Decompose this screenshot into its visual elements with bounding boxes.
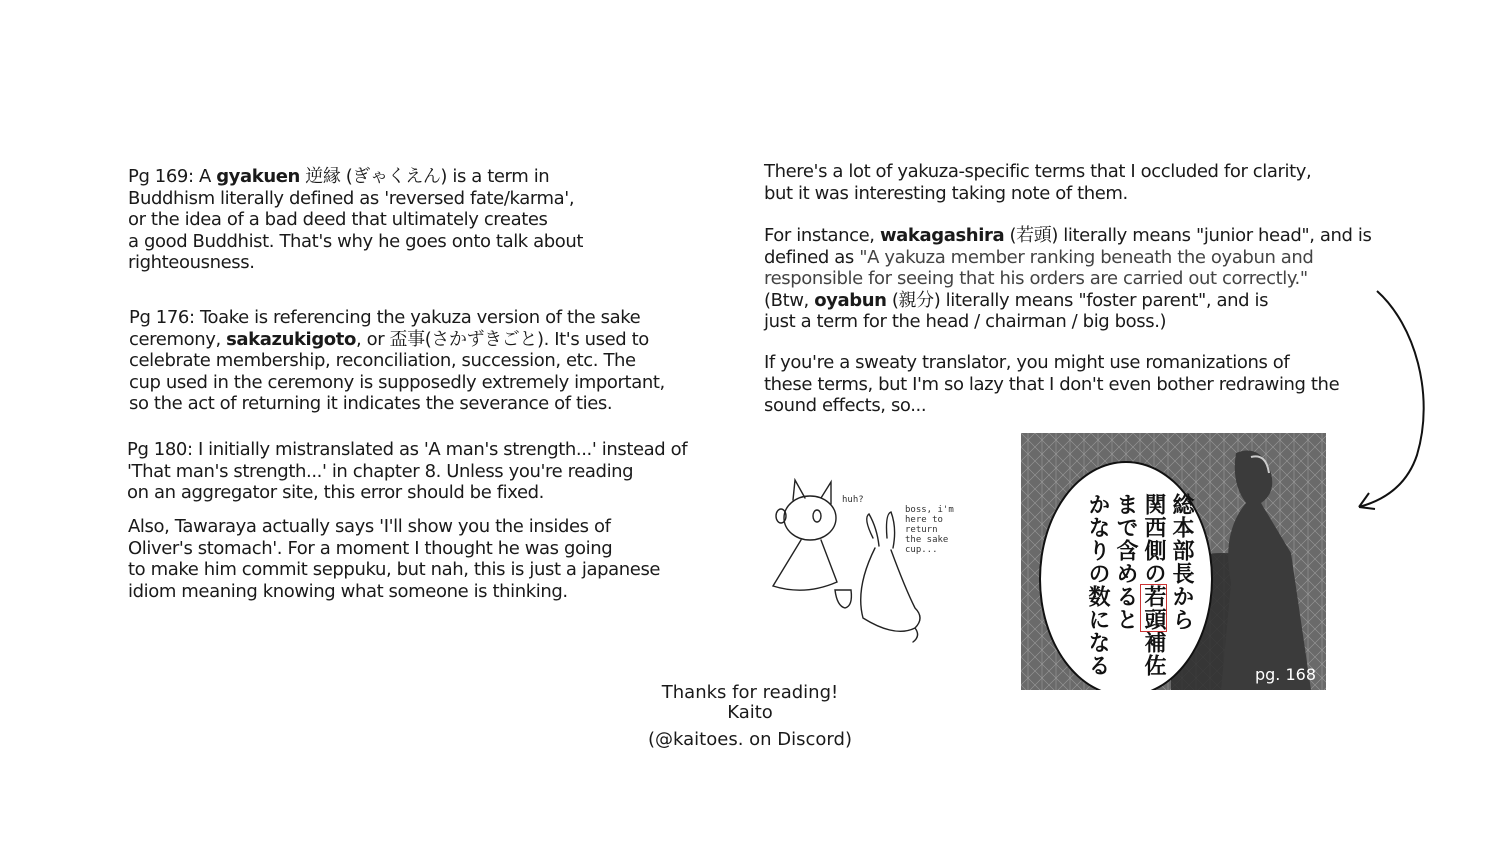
term-sakazukigoto: sakazukigoto [226,328,356,350]
panel-line-4: かなりの数になる [1085,493,1110,677]
note-pg169-prefix: Pg 169: A [128,166,217,187]
boss-text: boss, i'm here to return the sake cup... [905,505,954,555]
rabbit-doodle [765,478,975,648]
note-pg176-body: , or 盃事(さかずきごと). It's used to celebrate membership, reconciliation, succession, etc. The cup used in the ceremony is supposedly extremely important, so the act of returning it indicates the severance of ties. [129,328,665,414]
note-sweaty-translator: If you're a sweaty translator, you might use romanizations of these terms, but I'm so lazy that I don't even bother redrawing the sound effects, so... [764,352,1340,416]
note-also: Also, Tawaraya actually says 'I'll show you the insides of Oliver's stomach'. For a moment I thought he was going to make him commit seppuku, but nah, this is just a japanese idiom meaning knowing what someone is thinking. [128,516,661,602]
wakagashira-definition: "A yakuza member ranking beneath the oyabun and responsible for seeing that his orders are carried out correctly." [764,246,1314,289]
btw-body: (親分) literally means "foster parent", and is just a term for the head / chairman / big boss.) [764,289,1269,332]
note-pg176-prefix: Pg 176: Toake is referencing the yakuza version of the sake ceremony, [129,307,641,350]
panel-page-label: pg. 168 [1254,665,1316,684]
panel-japanese-text [1083,493,1195,683]
footer-name: Kaito [727,702,773,723]
instance-prefix: For instance, [764,225,880,246]
note-intro: There's a lot of yakuza-specific terms that I occluded for clarity, but it was interesting taking note of them. [764,161,1312,204]
term-wakagashira: wakagashira [879,225,1005,246]
instance-body: (若頭) literally means "junior head", and is defined as [764,225,1372,268]
manga-panel [1021,433,1326,690]
term-gyakuen: gyakuen [216,166,300,187]
curved-arrow [1345,285,1445,525]
footer-discord: (@kaitoes. on Discord) [648,729,852,750]
panel-line-1: 総本部長から [1169,493,1194,631]
note-pg169 [128,166,728,274]
panel-line-3: まで含めると [1113,493,1138,631]
note-pg180: Pg 180: I initially mistranslated as 'A man's strength...' instead of 'That man's strength...' in chapter 8. Unless you're reading on an aggregator site, this error should be fixed. [127,439,688,503]
panel-line-2c: 補佐 [1141,631,1166,677]
huh-text: huh? [842,495,864,505]
panel-wakagashira-highlight: 若頭 [1141,585,1166,631]
note-pg176 [129,307,749,415]
footer-thanks: Thanks for reading! [661,682,839,703]
note-pg169-body: 逆縁 (ぎゃくえん) is a term in Buddhism literally defined as 'reversed fate/karma', or the idea of a bad deed that ultimately creates a good Buddhist. That's why he goes onto talk about righteousness. [128,166,584,273]
term-oyabun: oyabun [814,289,887,311]
btw-prefix: (Btw, [764,289,809,311]
panel-line-2a: 関西側の [1141,493,1166,585]
